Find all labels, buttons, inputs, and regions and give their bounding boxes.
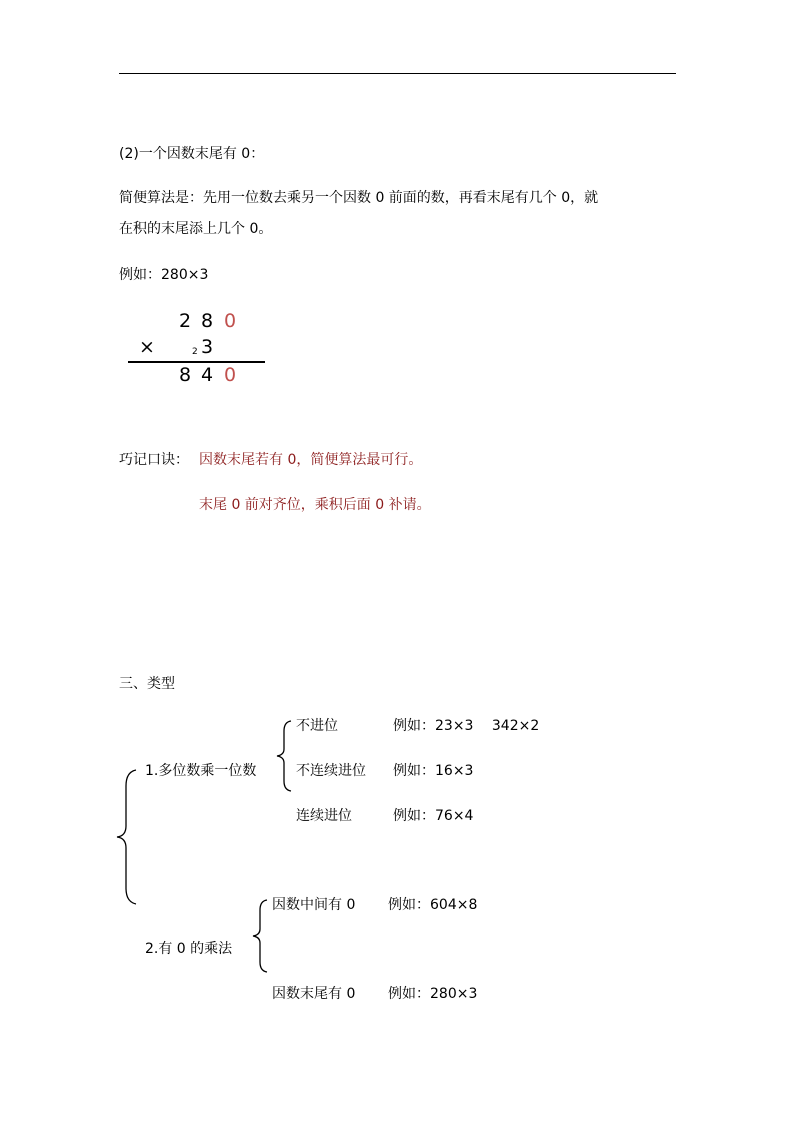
method-line-1: 简便算法是：先用一位数去乘另一个因数 0 前面的数，再看末尾有几个 0，就 [119,190,599,206]
result-digit-2: 4 [201,364,214,386]
group2-brace-icon [250,898,270,974]
section-heading: (2)一个因数末尾有 0： [119,146,265,162]
mnemonic-line-1: 因数末尾若有 0，简便算法最可行。 [199,452,423,468]
group1-item-3-example: 例如：76×4 [393,808,474,824]
example-label: 例如：280×3 [119,267,209,283]
top-digit-1: 2 [179,310,192,332]
types-heading: 三、类型 [119,676,175,692]
method-line-2: 在积的末尾添上几个 0。 [119,221,273,237]
group1-item-2-name: 不连续进位 [296,763,366,779]
group1-item-1-example: 例如：23×3 342×2 [393,718,540,734]
group2-item-1-name: 因数中间有 0 [272,897,356,913]
result-digit-1: 8 [179,364,192,386]
mnemonic-label: 巧记口诀： [119,452,189,468]
group2-item-2-name: 因数末尾有 0 [272,986,356,1002]
multiply-sign: × [139,336,155,358]
multiplier-digit: 3 [201,336,214,358]
group1-title: 1.多位数乘一位数 [145,763,257,779]
group2-title: 2.有 0 的乘法 [145,941,233,957]
calculation-line [128,361,265,363]
top-digit-2: 8 [201,310,214,332]
group2-item-1-example: 例如：604×8 [388,897,478,913]
header-rule [119,73,676,74]
mnemonic-line-2: 末尾 0 前对齐位，乘积后面 0 补请。 [199,497,431,513]
group1-item-2-example: 例如：16×3 [393,763,474,779]
group1-item-3-name: 连续进位 [296,808,352,824]
group1-item-1-name: 不进位 [296,718,338,734]
outer-brace-icon [114,768,138,906]
group2-item-2-example: 例如：280×3 [388,986,478,1002]
group1-brace-icon [274,719,294,793]
top-zero: 0 [224,310,237,332]
result-zero: 0 [224,364,237,386]
carry-digit: 2 [192,347,198,357]
